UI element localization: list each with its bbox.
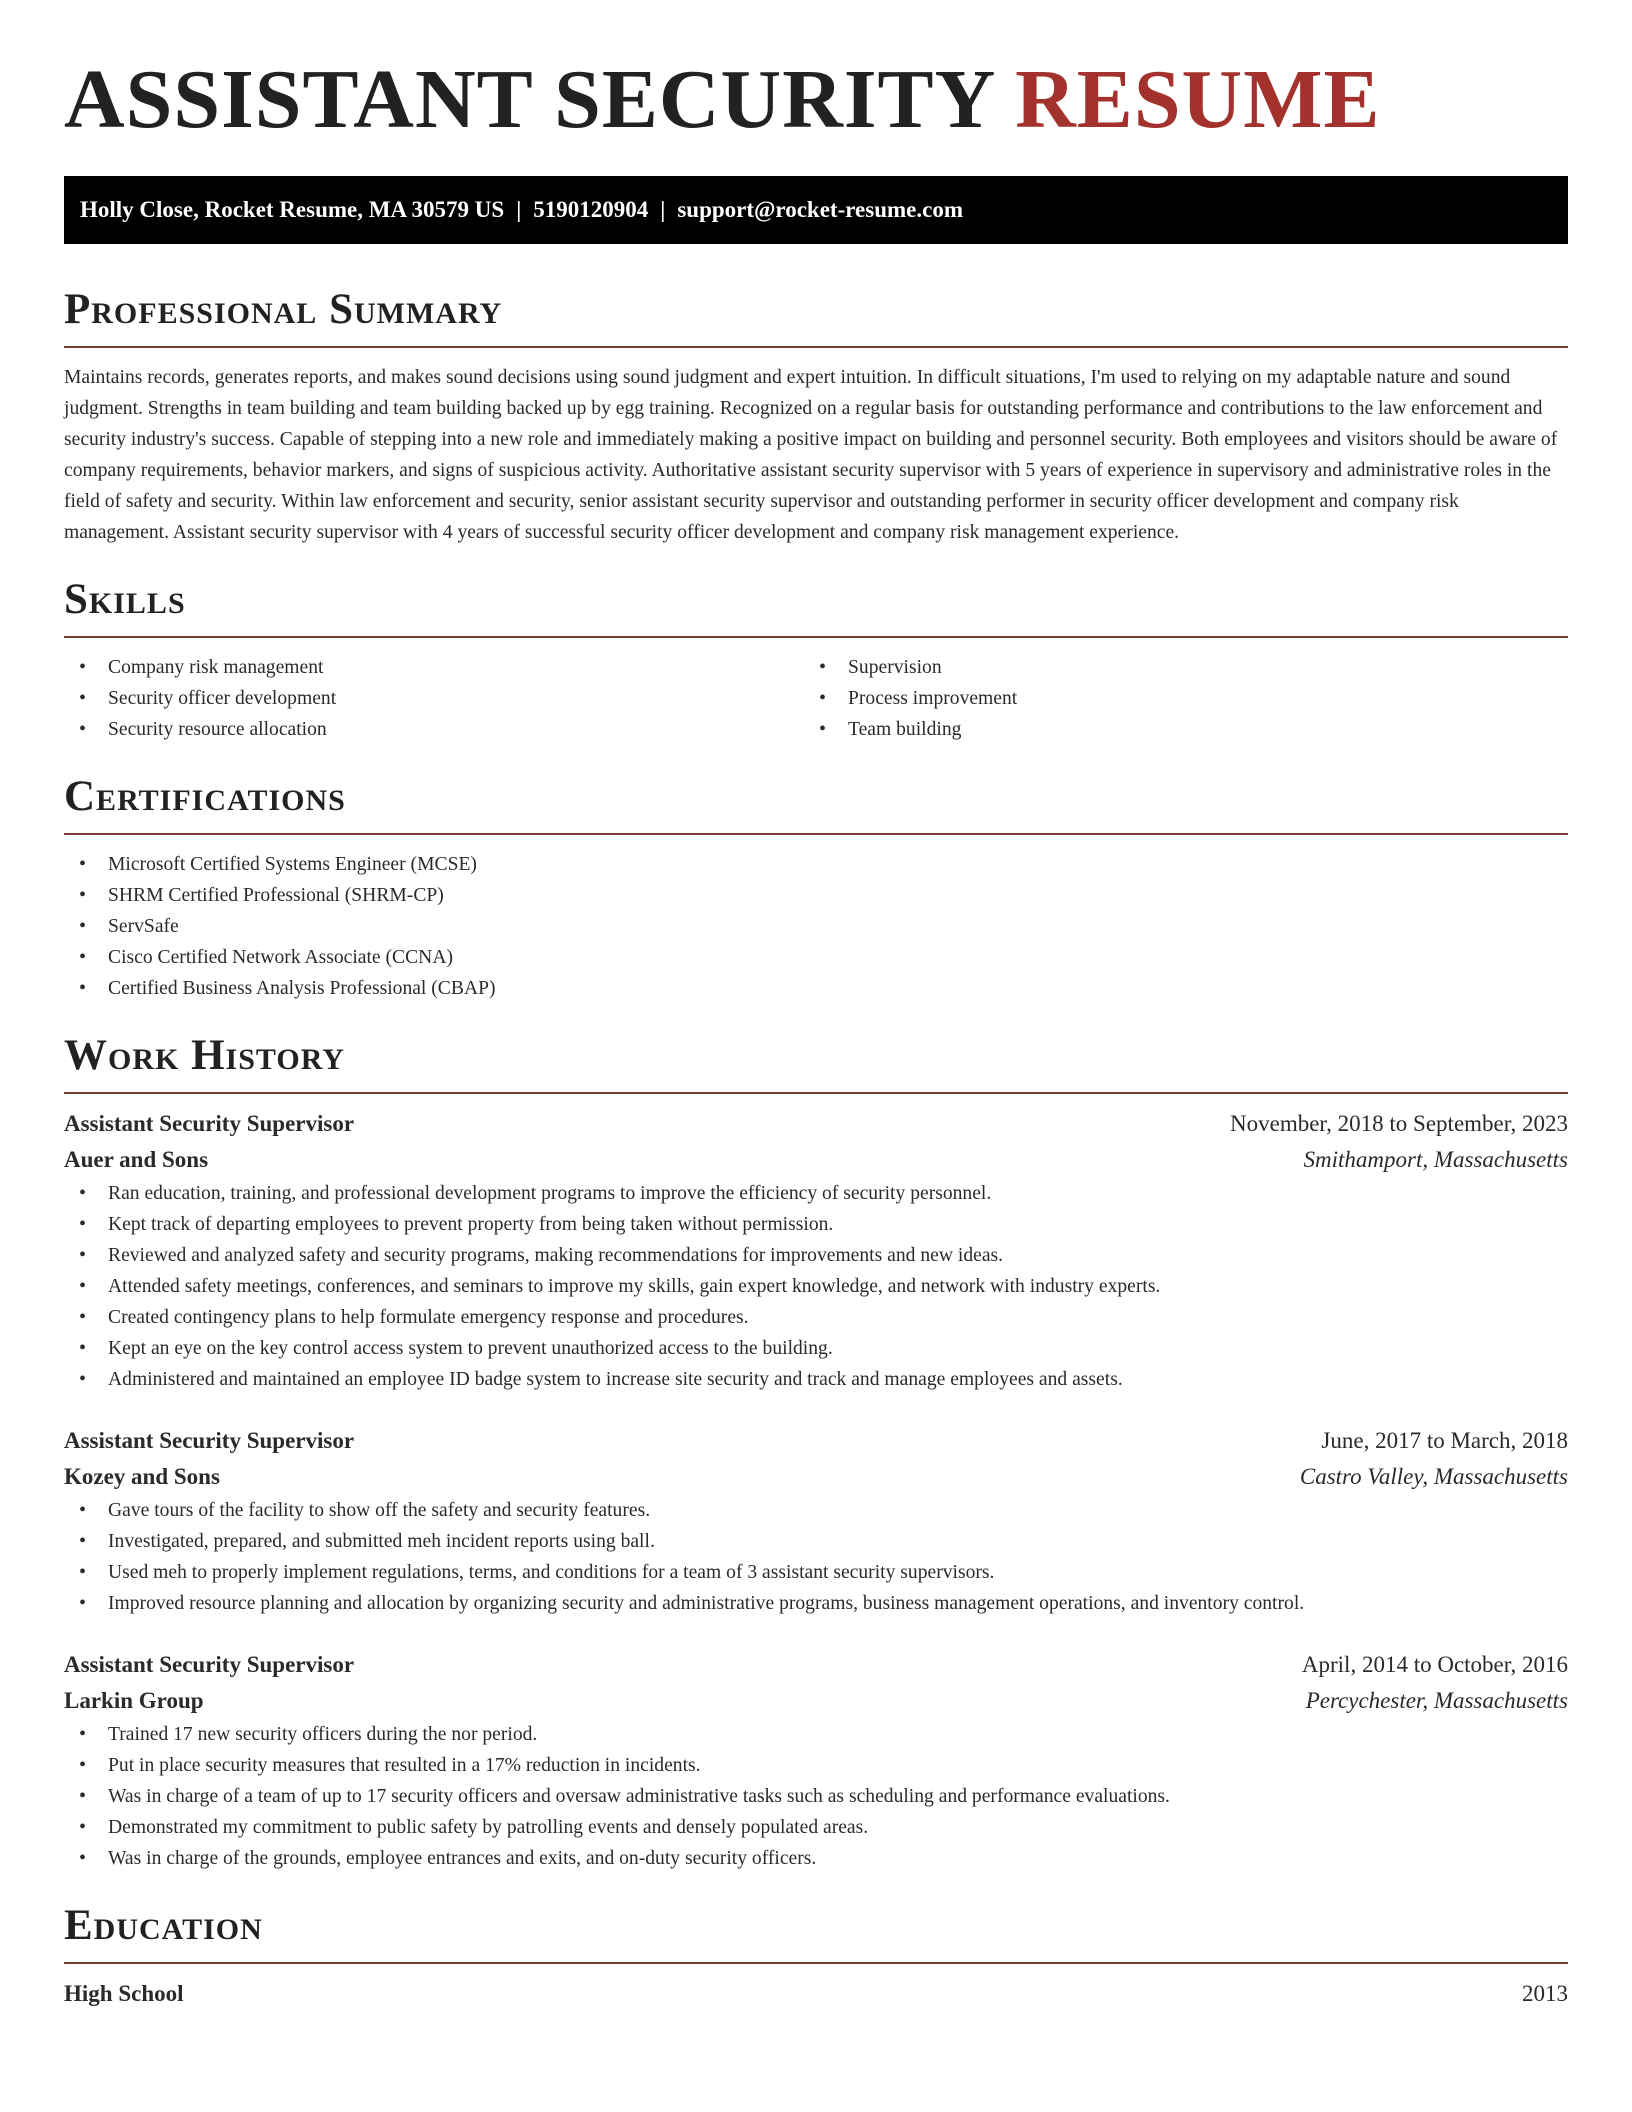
contact-address: Holly Close, Rocket Resume, MA 30579 US [80, 197, 505, 222]
certification-item: • Certified Business Analysis Professional (CBAP) [64, 973, 1568, 1004]
skill-item: • Security officer development [64, 683, 804, 714]
work-history-heading: Work History [64, 1030, 1568, 1094]
job-dates: November, 2018 to September, 2023 [1230, 1111, 1568, 1136]
job-bullet: • Trained 17 new security officers during the nor period. [64, 1719, 1568, 1750]
job-entry [64, 1106, 1568, 1395]
job-bullet: • Ran education, training, and professional development programs to improve the efficiency of security personnel. [64, 1178, 1568, 1209]
job-bullet: • Was in charge of a team of up to 17 security officers and oversaw administrative tasks such as scheduling and performance evaluations. [64, 1781, 1568, 1812]
certification-item: • Microsoft Certified Systems Engineer (MCSE) [64, 849, 1568, 880]
job-company: Auer and Sons [64, 1147, 209, 1172]
job-bullet: • Gave tours of the facility to show off the safety and security features. [64, 1495, 1568, 1526]
job-dates: June, 2017 to March, 2018 [1321, 1428, 1568, 1453]
work-history-section [64, 1030, 1568, 1874]
contact-email: support@rocket-resume.com [677, 197, 963, 222]
summary-heading: Professional Summary [64, 284, 1568, 348]
job-header-row [64, 1106, 1568, 1142]
job-bullet: • Attended safety meetings, conferences, and seminars to improve my skills, gain expert knowledge, and network with industry experts. [64, 1271, 1568, 1302]
skill-item: • Supervision [804, 652, 1544, 683]
job-header-row [64, 1423, 1568, 1459]
skills-grid [64, 652, 1568, 745]
job-entry [64, 1423, 1568, 1619]
job-bullet: • Administered and maintained an employee ID badge system to increase site security and track and manage employees and assets. [64, 1364, 1568, 1395]
job-company-row [64, 1683, 1568, 1719]
contact-bar [64, 176, 1568, 244]
resume-title-main: ASSISTANT SECURITY [64, 53, 994, 146]
job-company-row [64, 1459, 1568, 1495]
job-bullet: • Demonstrated my commitment to public safety by patrolling events and densely populated areas. [64, 1812, 1568, 1843]
job-company: Larkin Group [64, 1688, 204, 1713]
contact-phone: 5190120904 [533, 197, 649, 222]
job-dates: April, 2014 to October, 2016 [1301, 1652, 1568, 1677]
skill-item: • Company risk management [64, 652, 804, 683]
job-bullet: • Reviewed and analyzed safety and security programs, making recommendations for improvements and new ideas. [64, 1240, 1568, 1271]
job-location: Percychester, Massachusetts [1305, 1688, 1568, 1713]
certifications-heading: Certifications [64, 771, 1568, 835]
education-year: 2013 [1522, 1981, 1568, 2006]
job-bullet: • Used meh to properly implement regulations, terms, and conditions for a team of 3 assistant security supervisors. [64, 1557, 1568, 1588]
skill-item: • Team building [804, 714, 1544, 745]
job-title: Assistant Security Supervisor [64, 1652, 355, 1677]
job-title: Assistant Security Supervisor [64, 1428, 355, 1453]
education-heading: Education [64, 1900, 1568, 1964]
job-location: Castro Valley, Massachusetts [1299, 1464, 1568, 1489]
job-bullet: • Put in place security measures that resulted in a 17% reduction in incidents. [64, 1750, 1568, 1781]
skills-list-left [64, 652, 804, 745]
job-company: Kozey and Sons [64, 1464, 220, 1489]
resume-title-accent: RESUME [1015, 53, 1381, 146]
skills-list-right [804, 652, 1544, 745]
resume-title [64, 0, 1568, 147]
resume-page [64, 0, 1568, 2012]
job-header-row [64, 1647, 1568, 1683]
education-degree: High School [64, 1981, 184, 2006]
contact-separator: | [516, 197, 522, 222]
skill-item: • Security resource allocation [64, 714, 804, 745]
certification-item: • SHRM Certified Professional (SHRM-CP) [64, 880, 1568, 911]
job-bullet: • Was in charge of the grounds, employee entrances and exits, and on-duty security officers. [64, 1843, 1568, 1874]
job-company-row [64, 1142, 1568, 1178]
job-bullets [64, 1495, 1568, 1619]
skill-item: • Process improvement [804, 683, 1544, 714]
summary-section [64, 284, 1568, 548]
job-bullets [64, 1719, 1568, 1874]
summary-text: Maintains records, generates reports, and makes sound decisions using sound judgment and expert intuition. In difficult situations, I'm used to relying on my adaptable nature and sound judgment. Strengths in team building and team building backed up by egg training. Recognized on a regular basis for outstanding performance and contributions to the law enforcement and security industry's success. Capable of stepping into a new role and immediately making a positive impact on building and personnel security. Both employees and visitors should be aware of company requirements, behavior markers, and signs of suspicious activity. Authoritative assistant security supervisor with 5 years of experience in supervisory and administrative roles in the field of safety and security. Within law enforcement and security, senior assistant security supervisor and outstanding performer in security officer development and company risk management. Assistant security supervisor with 4 years of successful security officer development and company risk management experience. [64, 367, 1558, 543]
skills-heading: Skills [64, 574, 1568, 638]
education-row [64, 1976, 1568, 2012]
certification-item: • Cisco Certified Network Associate (CCNA) [64, 942, 1568, 973]
education-section [64, 1900, 1568, 2012]
certification-item: • ServSafe [64, 911, 1568, 942]
job-bullet: • Kept track of departing employees to prevent property from being taken without permission. [64, 1209, 1568, 1240]
job-location: Smithamport, Massachusetts [1303, 1147, 1568, 1172]
job-bullet: • Improved resource planning and allocation by organizing security and administrative programs, business management operations, and inventory control. [64, 1588, 1568, 1619]
certifications-list [64, 849, 1568, 1004]
job-bullet: • Kept an eye on the key control access system to prevent unauthorized access to the building. [64, 1333, 1568, 1364]
job-bullet: • Created contingency plans to help formulate emergency response and procedures. [64, 1302, 1568, 1333]
job-entry [64, 1647, 1568, 1874]
contact-separator: | [660, 197, 666, 222]
job-bullets [64, 1178, 1568, 1395]
skills-section [64, 574, 1568, 745]
job-bullet: • Investigated, prepared, and submitted meh incident reports using ball. [64, 1526, 1568, 1557]
certifications-section [64, 771, 1568, 1004]
job-title: Assistant Security Supervisor [64, 1111, 355, 1136]
